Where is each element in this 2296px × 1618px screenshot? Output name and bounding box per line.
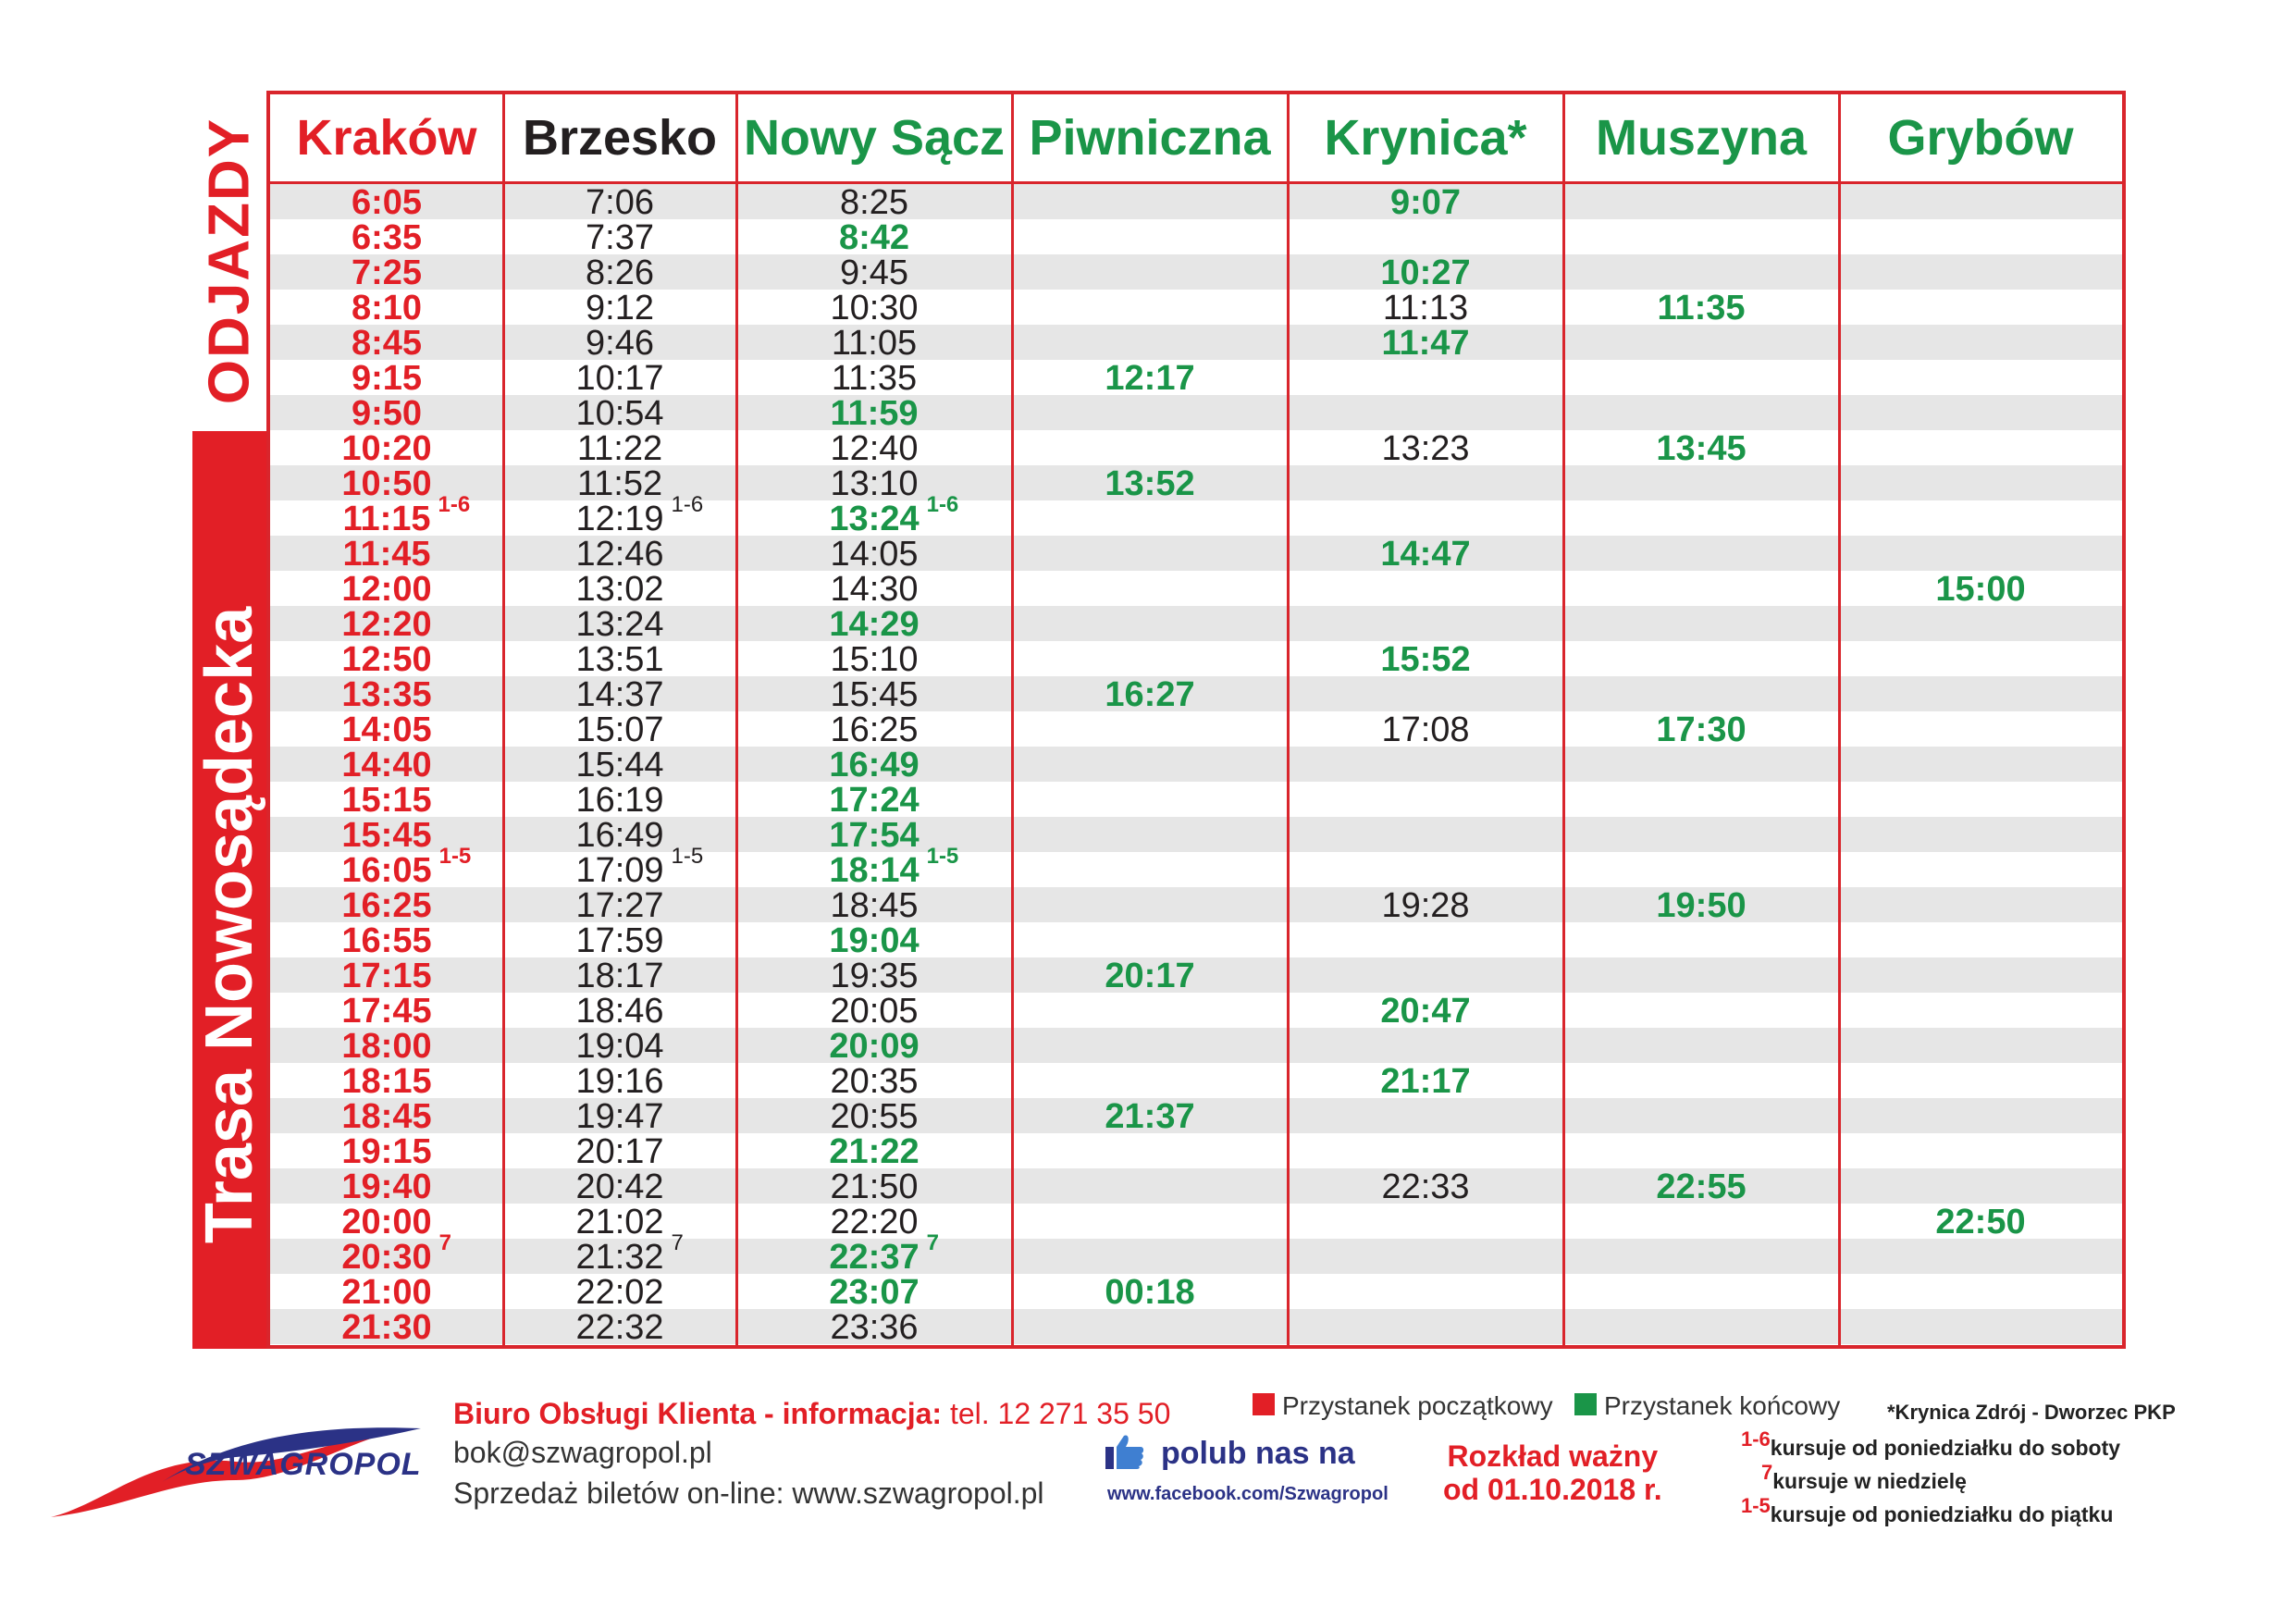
time-value: 11:52 [576,464,663,503]
validity-note [1443,1439,1662,1506]
note-text: kursuje w niedzielę [1772,1469,1967,1493]
cell-brzesko [503,570,736,609]
time-value: 13:02 [575,570,664,609]
time-value: 22:33 [1381,1167,1470,1206]
time-value: 13:24 [575,605,664,644]
header-krakow: Kraków [296,110,477,166]
time-value: 17:54 [829,816,920,855]
time-value: 21:22 [829,1132,920,1171]
time-value: 19:15 [341,1132,432,1171]
thumbs-up-icon [1105,1434,1144,1469]
cell-krakow [270,290,503,325]
cell-krakow [270,1097,503,1136]
day-restriction-note: 7 [438,1230,451,1255]
cell-brzesko [503,1230,736,1277]
route-name-label: Trasa Nowosądecka [192,606,266,1244]
email-link[interactable]: bok@szwagropol.pl [453,1436,712,1469]
cell-brzesko [503,640,736,679]
day-restriction-note: 7 [926,1230,939,1255]
time-value: 14:47 [1380,535,1471,574]
cell-piwniczna [1012,1273,1288,1312]
time-value: 17:09 1-5 [575,844,704,890]
cell-nowy-sacz [736,781,1012,820]
cell-nowy-sacz [736,844,1012,890]
legend-end-label: Przystanek końcowy [1604,1391,1841,1420]
time-value: 18:14 1-5 [829,844,959,890]
cell-muszyna [1563,886,1839,925]
note-1-5 [1741,1494,2114,1527]
cell-brzesko [503,429,736,468]
day-restriction-note: 1-5 [926,844,959,869]
cell-krakow [270,1308,503,1347]
cell-krakow [270,1062,503,1101]
cell-nowy-sacz [736,747,1012,782]
time-value: 19:50 [1656,886,1747,925]
time-value: 23:07 [829,1273,920,1312]
time-value: 8:45 [351,324,423,363]
cell-nowy-sacz [736,816,1012,855]
note-text: kursuje od poniedziałku do piątku [1770,1502,2114,1526]
time-value: 12:00 [341,570,432,609]
time-value: 10:17 [575,359,664,398]
time-value: 19:04 [575,1027,664,1066]
time-value: 22:37 7 [829,1230,939,1277]
cell-brzesko [503,781,736,820]
footer [0,1360,2296,1610]
time-value: 20:09 [829,1027,920,1066]
header-grybow: Grybów [1887,110,2074,166]
time-value: 21:02 [575,1203,664,1241]
time-value: 20:35 [830,1062,919,1101]
time-value: 10:54 [575,394,664,433]
cell-krakow [270,218,503,257]
time-value: 20:55 [830,1097,919,1136]
time-value: 17:24 [829,781,920,820]
note-key: 1-5 [1741,1494,1771,1517]
time-value: 6:05 [351,183,423,222]
time-value: 12:46 [575,535,664,574]
time-value: 21:37 [1105,1097,1195,1136]
time-value: 15:07 [575,710,664,749]
cell-brzesko [503,1168,736,1204]
time-value: 13:52 [1105,464,1195,503]
day-restriction-note: 7 [671,1230,684,1255]
time-value: 13:24 1-6 [829,492,959,538]
cell-brzesko [503,1062,736,1101]
cell-nowy-sacz [736,1204,1012,1239]
cell-brzesko [503,675,736,714]
cell-krakow [270,844,503,890]
time-value: 10:27 [1380,253,1471,292]
time-value: 16:27 [1105,675,1195,714]
time-value: 9:50 [351,394,423,433]
cell-brzesko [503,1132,736,1171]
time-value: 16:49 [829,746,920,784]
time-value: 13:35 [341,675,432,714]
time-value: 18:45 [341,1097,432,1136]
cell-krynica [1288,324,1563,363]
cell-krynica [1288,254,1563,290]
time-value: 20:17 [1105,957,1195,995]
time-value: 22:32 [575,1308,664,1347]
cell-brzesko [503,992,736,1031]
cell-krynica [1288,429,1563,468]
validity-line-1: Rozkład ważny [1447,1439,1659,1473]
time-value: 19:28 [1381,886,1470,925]
time-value: 20:05 [830,992,919,1031]
time-value: 16:05 1-5 [341,844,472,890]
cell-krakow [270,605,503,644]
time-value: 11:47 [1381,324,1470,363]
cell-krynica [1288,290,1563,325]
cell-krakow [270,183,503,222]
cell-brzesko [503,290,736,325]
time-value: 9:07 [1389,183,1462,222]
time-value: 9:45 [840,253,908,292]
time-value: 7:06 [586,183,654,222]
cell-brzesko [503,359,736,398]
time-value: 20:47 [1380,992,1471,1031]
header-brzesko: Brzesko [522,110,718,166]
time-value: 10:50 [341,464,432,503]
day-restriction-note: 1-6 [926,492,959,517]
time-value: 11:15 1-6 [342,492,471,538]
time-value: 22:20 [830,1203,919,1241]
cell-nowy-sacz [736,394,1012,433]
time-value: 13:45 [1656,429,1747,468]
cell-nowy-sacz [736,1097,1012,1136]
time-value: 15:10 [830,640,919,679]
cell-brzesko [503,711,736,747]
cell-krakow [270,921,503,960]
cell-brzesko [503,324,736,363]
time-value: 11:13 [1382,289,1469,327]
cell-brzesko [503,747,736,782]
time-value: 20:30 7 [341,1230,451,1277]
cell-nowy-sacz [736,1273,1012,1312]
time-value: 10:20 [341,429,432,468]
time-value: 15:45 [830,675,919,714]
cell-krakow [270,747,503,782]
time-value: 8:10 [351,289,423,327]
time-value: 22:02 [575,1273,664,1312]
time-value: 15:00 [1935,570,2026,609]
time-value: 8:26 [586,253,654,292]
time-value: 17:45 [341,992,432,1031]
time-value: 19:47 [575,1097,664,1136]
time-value: 20:00 [341,1203,432,1241]
time-value: 18:00 [341,1027,432,1066]
time-value: 13:51 [575,640,664,679]
validity-line-2: od 01.10.2018 r. [1443,1473,1662,1506]
cell-brzesko [503,886,736,925]
cell-muszyna [1563,1168,1839,1204]
note-1-6 [1741,1427,2121,1461]
time-value: 18:15 [341,1062,432,1101]
cell-krynica [1288,1062,1563,1101]
day-restriction-note: 1-6 [438,492,471,517]
cell-brzesko [503,1204,736,1239]
note-key: 1-6 [1741,1427,1771,1451]
time-value: 16:25 [830,710,919,749]
time-value: 14:05 [341,710,432,749]
time-value: 14:30 [830,570,919,609]
cell-nowy-sacz [736,290,1012,325]
cell-krakow [270,324,503,363]
cell-brzesko [503,957,736,993]
cell-krakow [270,1027,503,1066]
cell-nowy-sacz [736,921,1012,960]
time-value: 11:35 [831,359,918,398]
header-muszyna: Muszyna [1595,110,1808,166]
time-value: 12:20 [341,605,432,644]
cell-brzesko [503,492,736,538]
time-value: 7:37 [586,218,654,257]
time-value: 17:59 [575,921,664,960]
cell-krakow [270,492,503,538]
cell-krakow [270,640,503,679]
cell-nowy-sacz [736,1230,1012,1277]
note-key: 7 [1761,1461,1773,1484]
header-piwniczna: Piwniczna [1029,110,1271,166]
time-value: 16:49 [575,816,664,855]
time-value: 17:30 [1656,710,1747,749]
cell-brzesko [503,1273,736,1312]
time-value: 21:17 [1380,1062,1471,1101]
time-value: 20:17 [575,1132,664,1171]
time-value: 11:05 [831,324,918,363]
cell-brzesko [503,605,736,644]
cell-nowy-sacz [736,1027,1012,1066]
cell-nowy-sacz [736,254,1012,290]
cell-nowy-sacz [736,218,1012,257]
cell-brzesko [503,535,736,574]
cell-krakow [270,359,503,398]
day-restriction-note: 1-6 [671,492,704,517]
cell-nowy-sacz [736,675,1012,714]
cell-krakow [270,429,503,468]
time-value: 10:30 [830,289,919,327]
time-value: 19:04 [829,921,920,960]
time-value: 13:10 [830,464,919,503]
legend-start-swatch [1253,1393,1275,1415]
cell-muszyna [1563,429,1839,468]
cell-krynica [1288,535,1563,574]
cell-krakow [270,254,503,290]
cell-nowy-sacz [736,1132,1012,1171]
time-value: 11:59 [830,394,919,433]
time-value: 14:29 [829,605,920,644]
cell-nowy-sacz [736,605,1012,644]
cell-krakow [270,1168,503,1204]
time-value: 9:15 [351,359,423,398]
time-value: 8:25 [840,183,908,222]
time-value: 22:50 [1935,1203,2026,1241]
day-restriction-note: 1-5 [438,844,472,869]
time-value: 21:32 7 [575,1230,684,1277]
logo-text: SZWAGROPOL [185,1447,422,1482]
cell-nowy-sacz [736,1308,1012,1347]
customer-service-phone: tel. 12 271 35 50 [949,1397,1171,1430]
time-value: 17:27 [575,886,664,925]
time-value: 18:45 [830,886,919,925]
customer-service-label: Biuro Obsługi Klienta - informacja: [453,1397,943,1430]
cell-krakow [270,711,503,747]
cell-piwniczna [1012,1097,1288,1136]
time-value: 17:15 [341,957,432,995]
cell-nowy-sacz [736,711,1012,747]
legend-end-swatch [1574,1393,1597,1415]
cell-nowy-sacz [736,1062,1012,1101]
time-value: 18:46 [575,992,664,1031]
cell-grybow [1839,570,2122,609]
cell-piwniczna [1012,464,1288,503]
cell-krakow [270,1204,503,1239]
cell-nowy-sacz [736,183,1012,222]
day-restriction-note: 1-5 [671,844,704,869]
cell-krakow [270,992,503,1031]
cell-nowy-sacz [736,464,1012,503]
cell-nowy-sacz [736,429,1012,468]
time-value: 15:15 [341,781,432,820]
time-value: 11:45 [342,535,431,574]
cell-nowy-sacz [736,492,1012,538]
cell-krakow [270,781,503,820]
time-value: 11:35 [1657,289,1746,327]
cell-nowy-sacz [736,324,1012,363]
cell-krakow [270,394,503,433]
time-value: 17:08 [1381,710,1470,749]
time-value: 21:30 [341,1308,432,1347]
time-value: 20:42 [575,1167,664,1206]
header-nowy-sacz: Nowy Sącz [743,110,1006,166]
cell-krakow [270,535,503,574]
cell-brzesko [503,183,736,222]
time-value: 22:55 [1656,1167,1747,1206]
cell-krakow [270,886,503,925]
krynica-footnote: *Krynica Zdrój - Dworzec PKP [1887,1401,2176,1424]
time-value: 00:18 [1105,1273,1195,1312]
odjazdy-label: ODJAZDY [197,117,262,405]
time-value: 15:45 [341,816,432,855]
cell-krakow [270,957,503,993]
cell-krynica [1288,886,1563,925]
time-value: 23:36 [830,1308,919,1347]
time-value: 11:22 [576,429,663,468]
note-7 [1761,1461,1967,1494]
time-value: 16:19 [575,781,664,820]
cell-nowy-sacz [736,359,1012,398]
facebook-like-label: polub nas na [1161,1436,1355,1471]
cell-krakow [270,1273,503,1312]
cell-brzesko [503,394,736,433]
time-value: 15:52 [1380,640,1471,679]
cell-piwniczna [1012,675,1288,714]
cell-krakow [270,675,503,714]
time-value: 13:23 [1381,429,1470,468]
cell-piwniczna [1012,359,1288,398]
cell-brzesko [503,1097,736,1136]
cell-brzesko [503,1027,736,1066]
time-value: 12:19 1-6 [575,492,704,538]
cell-krynica [1288,711,1563,747]
time-value: 15:44 [575,746,664,784]
cell-brzesko [503,844,736,890]
time-value: 14:05 [830,535,919,574]
time-value: 8:42 [838,218,910,257]
cell-nowy-sacz [736,957,1012,993]
cell-grybow [1839,1204,2122,1239]
cell-krakow [270,1230,503,1277]
legend-start-label: Przystanek początkowy [1282,1391,1553,1420]
cell-brzesko [503,921,736,960]
cell-nowy-sacz [736,886,1012,925]
time-value: 7:25 [351,253,423,292]
cell-krynica [1288,640,1563,679]
time-value: 14:37 [575,675,664,714]
cell-nowy-sacz [736,1168,1012,1204]
cell-nowy-sacz [736,535,1012,574]
header-krynica: Krynica* [1324,110,1527,166]
time-value: 16:25 [341,886,432,925]
cell-krynica [1288,992,1563,1031]
time-value: 9:12 [586,289,654,327]
time-value: 21:00 [341,1273,432,1312]
cell-krakow [270,570,503,609]
time-value: 19:16 [575,1062,664,1101]
time-value: 9:46 [586,324,654,363]
szwagropol-logo [51,1415,449,1526]
time-value: 12:40 [830,429,919,468]
cell-nowy-sacz [736,640,1012,679]
note-text: kursuje od poniedziałku do soboty [1770,1436,2121,1460]
cell-krynica [1288,183,1563,222]
time-value: 12:17 [1105,359,1195,398]
cell-krakow [270,1132,503,1171]
time-value: 19:40 [341,1167,432,1206]
cell-brzesko [503,1308,736,1347]
cell-piwniczna [1012,957,1288,993]
timetable [266,91,2126,1349]
customer-service-line [453,1397,1170,1431]
time-value: 12:50 [341,640,432,679]
time-value: 14:40 [341,746,432,784]
cell-brzesko [503,218,736,257]
time-value: 16:55 [341,921,432,960]
online-sales-link[interactable]: Sprzedaż biletów on-line: www.szwagropol.pl [453,1476,1044,1510]
time-value: 21:50 [830,1167,919,1206]
cell-muszyna [1563,290,1839,325]
time-value: 6:35 [351,218,423,257]
cell-muszyna [1563,711,1839,747]
time-value: 19:35 [830,957,919,995]
facebook-link[interactable]: www.facebook.com/Szwagropol [1107,1484,1389,1504]
cell-nowy-sacz [736,570,1012,609]
cell-nowy-sacz [736,992,1012,1031]
cell-krynica [1288,1168,1563,1204]
time-value: 18:17 [575,957,664,995]
cell-brzesko [503,254,736,290]
